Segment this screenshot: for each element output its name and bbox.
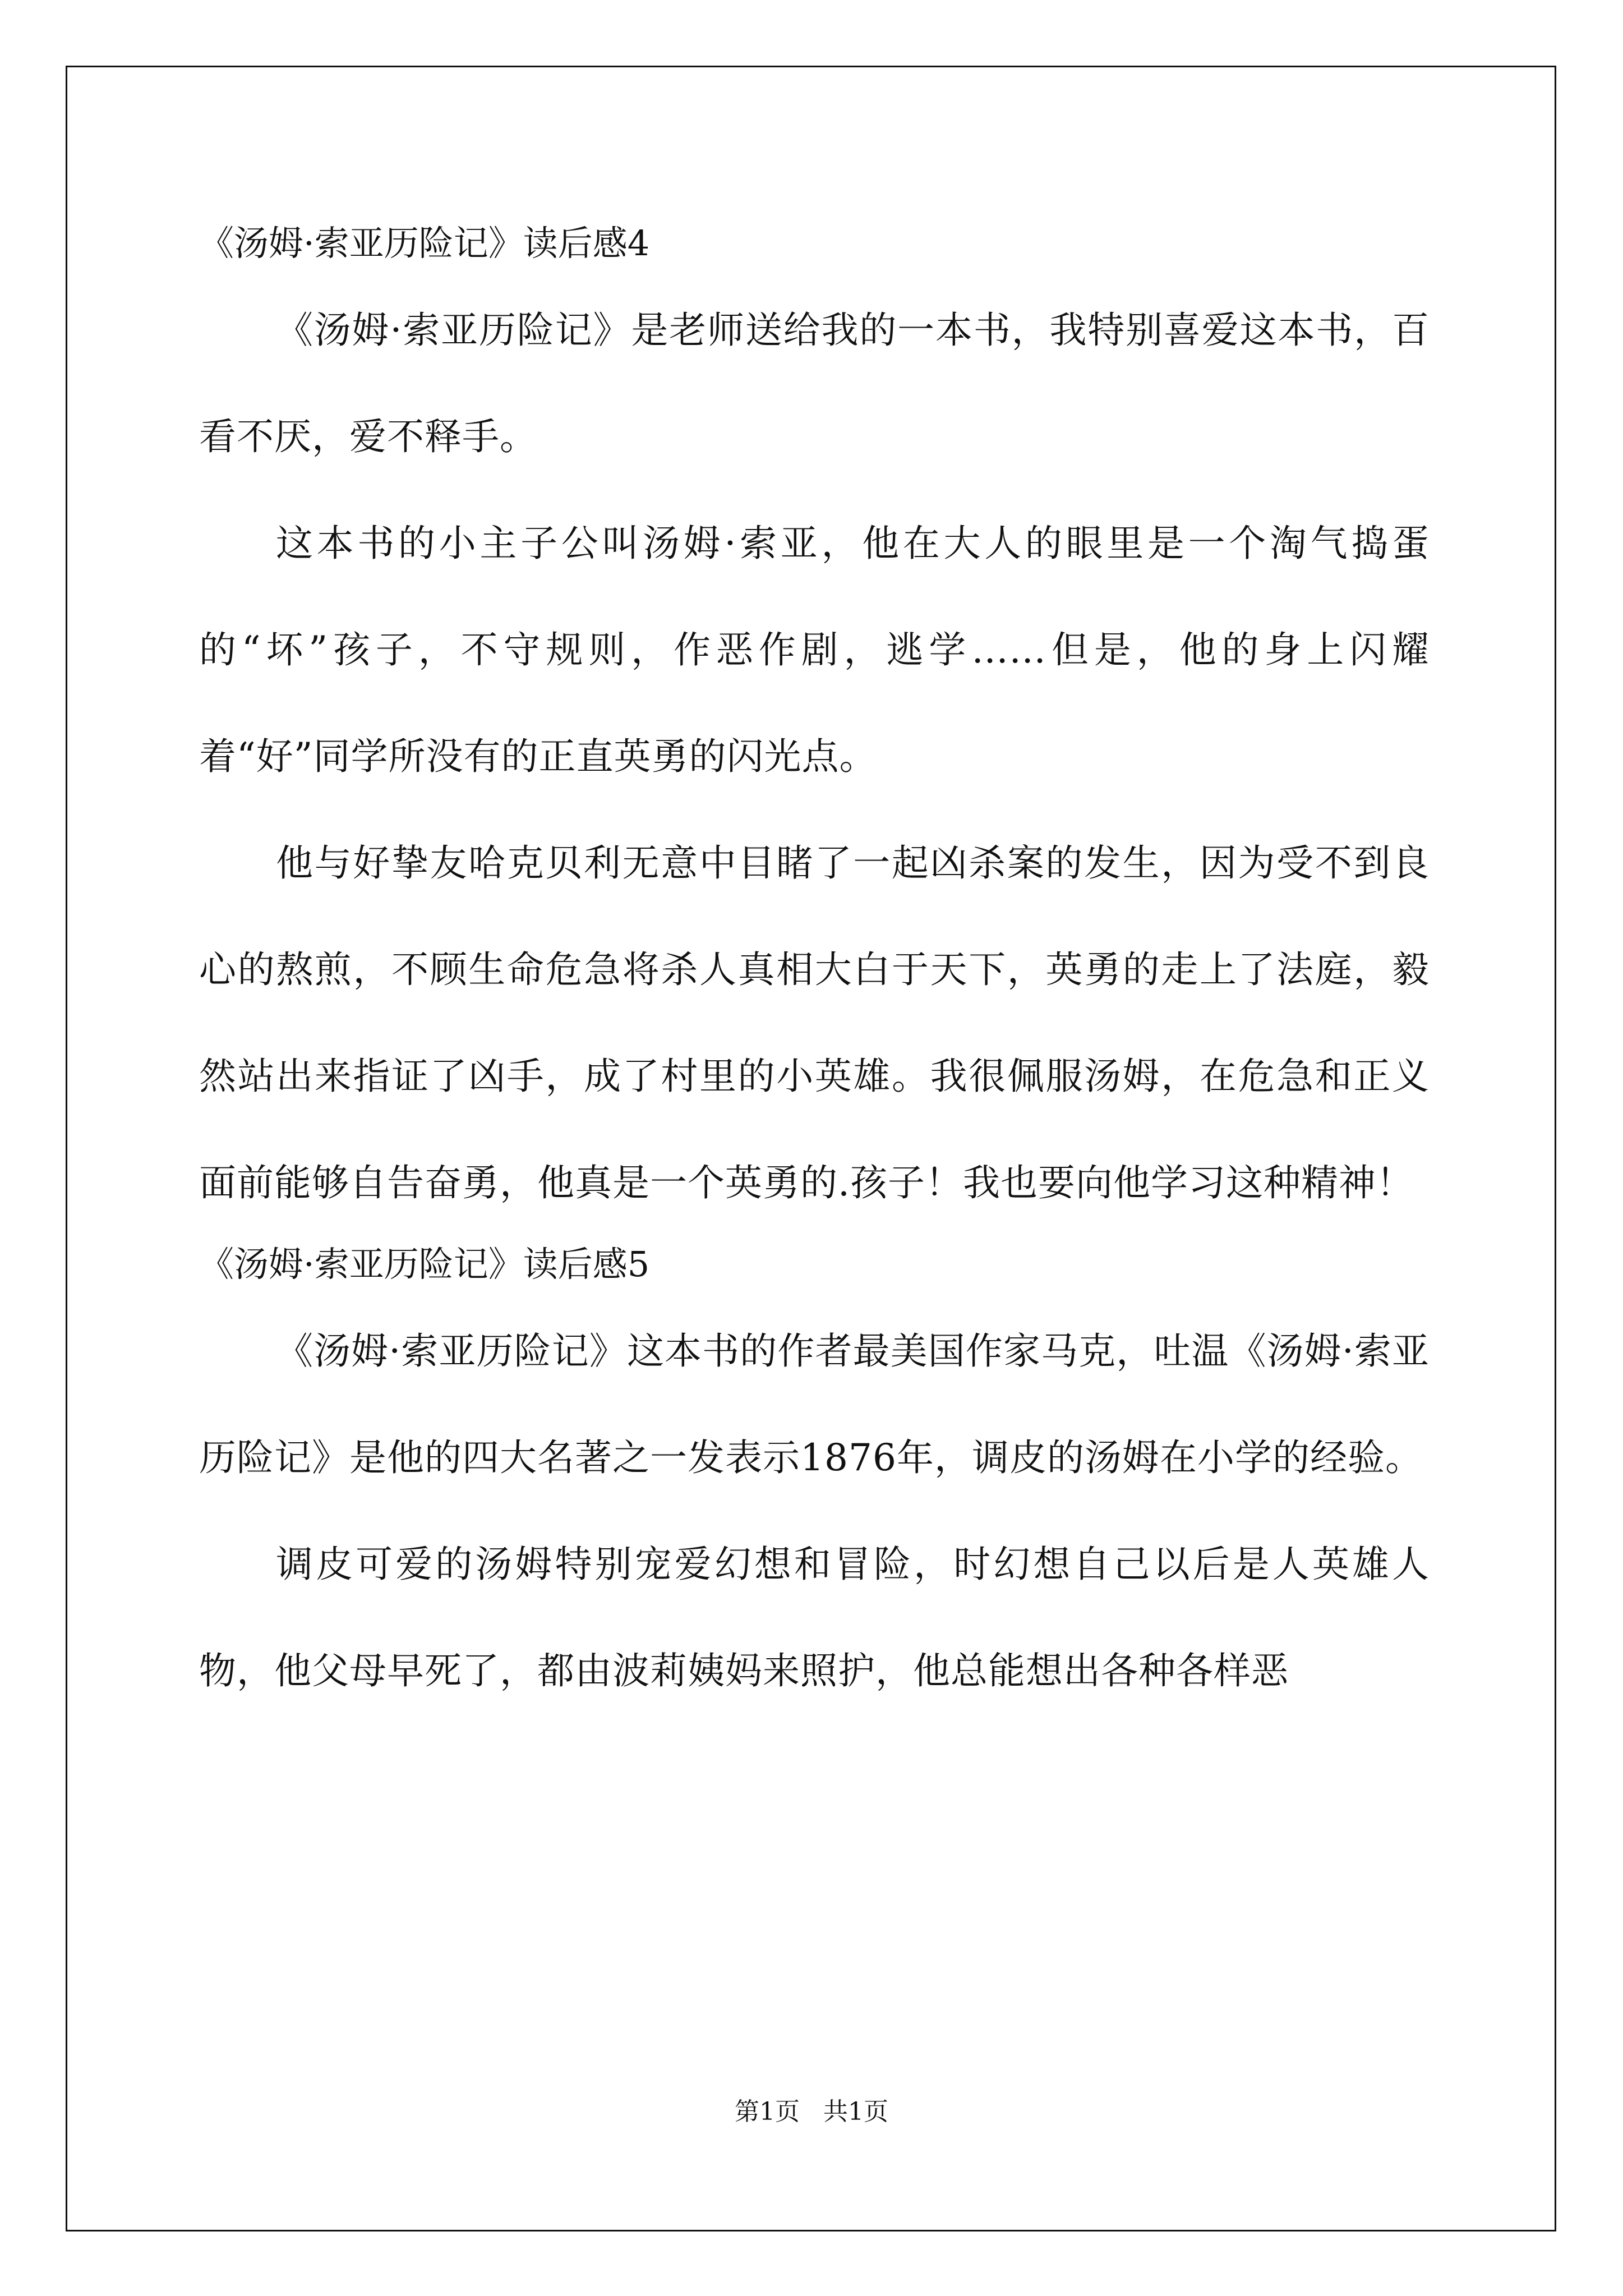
- document-body: [199, 215, 1430, 1724]
- paragraph: 《汤姆·索亚历险记》这本书的作者最美国作家马克，吐温《汤姆·索亚历险记》是他的四大名著之一发表示1876年，调皮的汤姆在小学的经验。: [199, 1329, 1430, 1479]
- page-total: 共1页: [823, 2097, 888, 2126]
- paragraph: 他与好挚友哈克贝利无意中目睹了一起凶杀案的发生，因为受不到良心的熬煎，不顾生命危急将杀人真相大白于天下，英勇的走上了法庭，毅然站出来指证了凶手，成了村里的小英雄。我很佩服汤姆，在危急和正义面前能够自告奋勇，他真是一个英勇的.孩子！我也要向他学习这种精神！: [199, 841, 1430, 1204]
- section-5: [199, 1236, 1430, 1724]
- section-heading: 《汤姆·索亚历险记》读后感5: [199, 1244, 650, 1285]
- page-number: 第1页: [735, 2097, 800, 2126]
- section-heading: 《汤姆·索亚历险记》读后感4: [199, 223, 650, 264]
- paragraph: 《汤姆·索亚历险记》是老师送给我的一本书，我特别喜爱这本书，百看不厌，爱不释手。: [199, 309, 1430, 458]
- section-4: [199, 215, 1430, 1236]
- paragraph: 调皮可爱的汤姆特别宠爱幻想和冒险，时幻想自己以后是人英雄人物，他父母早死了，都由波莉姨妈来照护，他总能想出各种各样恶: [199, 1543, 1430, 1692]
- page-footer: [0, 2095, 1623, 2129]
- paragraph: 这本书的小主子公叫汤姆·索亚，他在大人的眼里是一个淘气捣蛋的“坏”孩子，不守规则，作恶作剧，逃学……但是，他的身上闪耀着“好”同学所没有的正直英勇的闪光点。: [199, 522, 1430, 778]
